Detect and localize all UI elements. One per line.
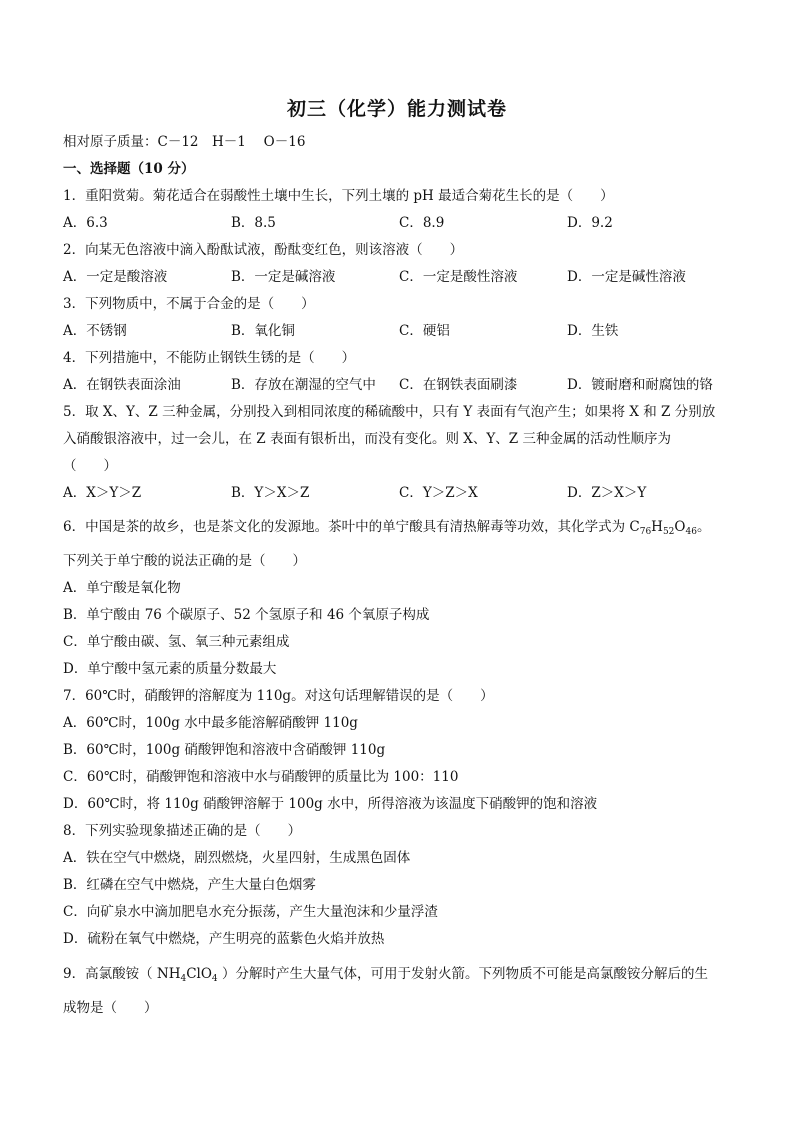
question-1-option-a: A．6.3 <box>63 215 108 231</box>
question-8-option-b: B．红磷在空气中燃烧，产生大量白色烟雾 <box>63 877 316 893</box>
question-1-option-b: B．8.5 <box>231 215 276 231</box>
question-8-stem: 8．下列实验现象描述正确的是（ ） <box>63 823 302 839</box>
formula-o-label: O <box>674 519 686 535</box>
question-1-stem: 1．重阳赏菊。菊花适合在弱酸性土壤中生长，下列土壤的 pH 最适合菊花生长的是（ ） <box>63 188 614 204</box>
formula-h-label: H <box>651 519 663 535</box>
question-7-option-a: A．60℃时，100g 水中最多能溶解硝酸钾 110g <box>63 715 358 731</box>
question-4-option-a: A．在钢铁表面涂油 <box>63 377 181 393</box>
question-6-option-d: D．单宁酸中氢元素的质量分数最大 <box>63 661 277 677</box>
question-9-stem-text: 9．高氯酸铵（ NH <box>63 966 181 982</box>
question-9-stem-line-2: 成物是（ ） <box>63 1000 158 1016</box>
question-6-stem-line-1 <box>63 518 710 536</box>
formula-h-subscript: 52 <box>662 527 675 537</box>
question-3-option-a: A．不锈钢 <box>63 323 127 339</box>
question-2-option-c: C．一定是酸性溶液 <box>399 269 518 285</box>
formula-nh-subscript: 4 <box>180 974 187 984</box>
question-1-option-d: D．9.2 <box>567 215 613 231</box>
formula-o-subscript: 46 <box>685 527 697 537</box>
question-3-option-d: D．生铁 <box>567 323 619 339</box>
question-6-option-b: B．单宁酸由 76 个碳原子、52 个氢原子和 46 个氧原子构成 <box>63 607 430 623</box>
question-3-stem: 3．下列物质中，不属于合金的是（ ） <box>63 296 315 312</box>
question-9-stem-line-1 <box>63 965 708 983</box>
question-9-stem-rest: ）分解时产生大量气体，可用于发射火箭。下列物质不可能是高氯酸铵分解后的生 <box>217 966 708 982</box>
question-4-option-d: D．镀耐磨和耐腐蚀的铬 <box>567 377 713 393</box>
question-5-stem-line-2: 入硝酸银溶液中，过一会儿，在 Z 表面有银析出，而没有变化。则 X、Y、Z 三种金属的活动性顺序为 <box>63 431 671 447</box>
question-7-option-c: C．60℃时，硝酸钾饱和溶液中水与硝酸钾的质量比为 100：110 <box>63 769 459 785</box>
question-6-option-a: A．单宁酸是氧化物 <box>63 580 181 596</box>
formula-clo-label: ClO <box>186 966 212 982</box>
question-7-option-b: B．60℃时，100g 硝酸钾饱和溶液中含硝酸钾 110g <box>63 742 386 758</box>
question-8-option-a: A．铁在空气中燃烧，剧烈燃烧，火星四射，生成黑色固体 <box>63 850 411 866</box>
question-6-stem-text: 6．中国是茶的故乡，也是茶文化的发源地。茶叶中的单宁酸具有清热解毒等功效，其化学式为 C <box>63 519 640 535</box>
page-title: 初三（化学）能力测试卷 <box>286 98 507 120</box>
question-7-stem: 7．60℃时，硝酸钾的溶解度为 110g。对这句话理解错误的是（ ） <box>63 688 494 704</box>
section-heading: 一、选择题（10 分） <box>63 161 195 177</box>
question-4-option-b: B．存放在潮湿的空气中 <box>231 377 376 393</box>
question-4-stem: 4．下列措施中，不能防止钢铁生锈的是（ ） <box>63 350 356 366</box>
question-6-option-c: C．单宁酸由碳、氢、氧三种元素组成 <box>63 634 290 650</box>
question-5-stem-line-3: （ ） <box>63 458 117 474</box>
question-6-stem-line-2: 下列关于单宁酸的说法正确的是（ ） <box>63 553 306 569</box>
question-6-stem-end: 。 <box>696 519 711 535</box>
question-7-option-d: D．60℃时，将 110g 硝酸钾溶解于 100g 水中，所得溶液为该温度下硝酸钾的饱和溶液 <box>63 796 598 812</box>
atomic-mass-note: 相对原子质量：C－12 H－1 O－16 <box>63 134 306 150</box>
question-5-option-a: A．X＞Y＞Z <box>63 485 142 501</box>
question-8-option-c: C．向矿泉水中滴加肥皂水充分振荡，产生大量泡沫和少量浮渣 <box>63 904 438 920</box>
question-2-option-d: D．一定是碱性溶液 <box>567 269 686 285</box>
question-2-option-b: B．一定是碱溶液 <box>231 269 336 285</box>
question-8-option-d: D．硫粉在氧气中燃烧，产生明亮的蓝紫色火焰并放热 <box>63 931 385 947</box>
question-3-option-b: B．氧化铜 <box>231 323 295 339</box>
question-2-option-a: A．一定是酸溶液 <box>63 269 168 285</box>
formula-clo-subscript: 4 <box>211 974 218 984</box>
formula-c-subscript: 76 <box>639 527 652 537</box>
question-1-option-c: C．8.9 <box>399 215 445 231</box>
question-2-stem: 2．向某无色溶液中滴入酚酞试液，酚酞变红色，则该溶液（ ） <box>63 242 464 258</box>
question-5-option-d: D．Z＞X＞Y <box>567 485 647 501</box>
question-4-option-c: C．在钢铁表面刷漆 <box>399 377 518 393</box>
question-3-option-c: C．硬铝 <box>399 323 450 339</box>
question-5-stem-line-1: 5．取 X、Y、Z 三种金属，分别投入到相同浓度的稀硫酸中，只有 Y 表面有气泡产生；如果将 X 和 Z 分别放 <box>63 404 716 420</box>
question-5-option-b: B．Y＞X＞Z <box>231 485 310 501</box>
question-5-option-c: C．Y＞Z＞X <box>399 485 478 501</box>
